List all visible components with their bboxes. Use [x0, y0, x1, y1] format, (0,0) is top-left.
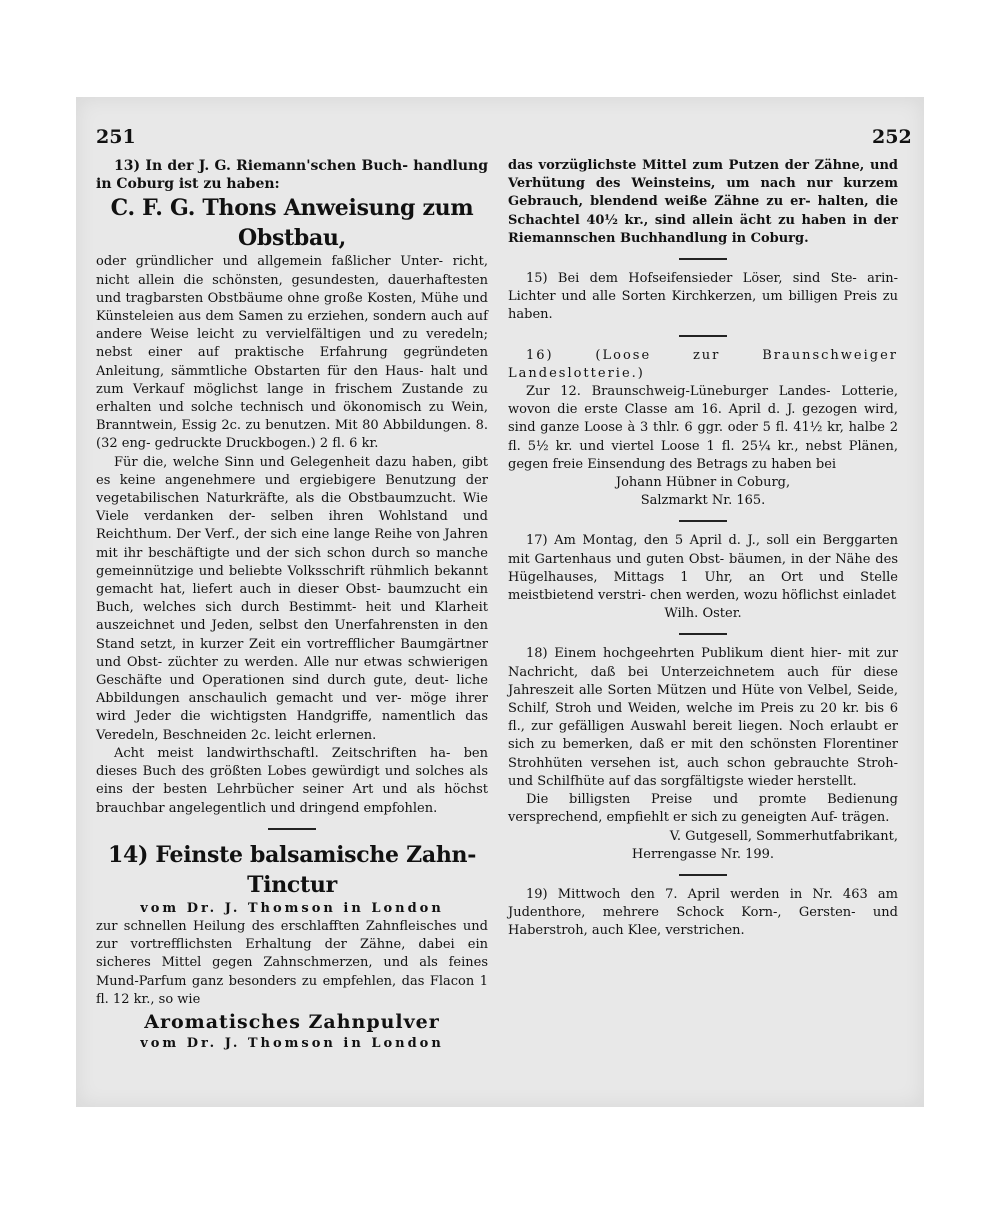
item13-para3: Acht meist landwirthschaftl. Zeitschriften ha- ben dieses Buch des größten Lobes gewürdigt und solches als eins der besten Lehrbücher seiner Art und als höchst brauchbar angelegentlich und dringend empfohlen. — [96, 745, 488, 816]
page-number-right: 252 — [872, 126, 912, 148]
separator-rule — [679, 633, 727, 635]
item13-body: oder gründlicher und allgemein faßlicher Unter- richt, nicht allein die schönsten, gesundesten, dauerhaftesten und tragbarsten Obstbäume ohne große Kosten, Mühe und Künsteleien aus dem Samen zu erziehen, sondern auch auf andere Weise leicht zu vervielfältigen und zu veredeln; nebst einer auf praktische Erfahrung gegründeten Anleitung, sämmtliche Obstarten für den Haus- halt und zum Verkauf möglichst lange in frischem Zustande zu erhalten und solche technisch und ökonomisch zu Wein, Branntwein, Essig 2c. zu benutzen. Mit 80 Abbildungen. 8. (32 eng- gedruckte Druckbogen.) 2 fl. 6 kr. — [96, 254, 488, 452]
item13-intro: 13) In der J. G. Riemann'schen Buch- handlung in Coburg ist zu haben: — [96, 158, 488, 193]
separator-rule — [679, 258, 727, 260]
item14-subtitle2: vom Dr. J. Thomson in London — [140, 1035, 444, 1051]
item14-title2: Aromatisches Zahnpulver — [144, 1010, 440, 1033]
item16-signature-name: Johann Hübner in Coburg, — [615, 475, 791, 491]
item18-signature-name: V. Gutgesell, Sommerhutfabrikant, — [669, 828, 898, 844]
item16-body: Zur 12. Braunschweig-Lüneburger Landes- Lotterie, wovon die erste Classe am 16. April d. J. gezogen wird, sind ganze Loose à 3 thlr. 6 ggr. oder 5 fl. 41½ kr, halbe 2 fl. 5½ kr. und viertel Loose 1 fl. 25¼ kr., nebst Plänen, gegen freie Einsendung des Betrags zu haben bei — [508, 384, 898, 472]
item15-body: 15) Bei dem Hofseifensieder Löser, sind Ste- arin-Lichter und alle Sorten Kirchkerzen, um billigen Preis zu haben. — [508, 271, 898, 323]
item16-title: 16) (Loose zur Braunschweiger Landeslotterie.) — [508, 347, 898, 381]
separator-rule — [679, 874, 727, 876]
item18-signature-address: Herrengasse Nr. 199. — [631, 846, 775, 862]
separator-rule — [679, 335, 727, 337]
separator-rule — [679, 520, 727, 522]
item14-body: zur schnellen Heilung des erschlafften Zahnfleisches und zur vortrefflichsten Erhaltung der Zähne, dabei ein sicheres Mittel gegen Zahnschmerzen, und als feines Mund-Parfum ganz besonders zu empfehlen, das Flacon 1 fl. 12 kr., so wie — [96, 918, 488, 1007]
item16-signature-address: Salzmarkt Nr. 165. — [640, 493, 766, 509]
item13-para2: Für die, welche Sinn und Gelegenheit dazu haben, gibt es keine angenehmere und ergiebigere Benutzung der vegetabilischen Naturkräfte, als die Obstbaumzucht. Wie Viele verdanken der- selben ihren Wohlstand und Reichthum. Der Verf., der sich eine lange Reihe von Jahren mit ihr beschäftigte und der sich schon durch so manche gemeinnützige und beliebte Volksschrift rühmlich bekannt gemacht hat, liefert auch in dieser Obst- baumzucht ein Buch, welches sich durch Bestimmt- heit und Klarheit auszeichnet und Jeden, selbst den Unerfahrensten in den Stand setzt, in kurzer Zeit ein vortrefflicher Baumgärtner und Obst- züchter zu werden. Alle nur etwas schwierigen Geschäfte und Operationen sind durch gute, deut- liche Abbildungen anschaulich gemacht und ver- möge ihrer wird Jeder die wichtigsten Handgriffe, namentlich das Veredeln, Beschneiden 2c. leicht erlernen. — [96, 454, 488, 743]
item14-subtitle: vom Dr. J. Thomson in London — [140, 900, 444, 916]
page-number-left: 251 — [96, 126, 136, 148]
item18-para2: Die billigsten Preise und promte Bedienung versprechend, empfiehlt er sich zu geneigten Auf- trägen. — [508, 792, 898, 826]
item17-signature: Wilh. Oster. — [664, 606, 742, 622]
separator-rule — [268, 828, 316, 830]
item19-body: 19) Mittwoch den 7. April werden in Nr. 463 am Judenthore, mehrere Schock Korn-, Gersten- und Haberstroh, auch Klee, verstrichen. — [508, 886, 898, 939]
item17-body: 17) Am Montag, den 5 April d. J., soll ein Berggarten mit Gartenhaus und guten Obst- bäumen, in der Nähe des Hügelhauses, Mittags 1 Uhr, an Ort und Stelle meistbietend verstri- chen werden, wozu höflichst einladet — [508, 533, 898, 604]
item18-body: 18) Einem hochgeehrten Publikum dient hier- mit zur Nachricht, daß bei Unterzeichnetem auch für diese Jahreszeit alle Sorten Mützen und Hüte von Velbel, Seide, Schilf, Stroh und Weiden, welche im Preis zu 20 kr. bis 6 fl., zur gefälligen Auswahl bereit liegen. Noch erlaubt er sich zu bemerken, daß er mit den schönsten Florentiner Strohhüten versehen ist, auch schon gebrauchte Stroh- und Schilfhüte auf das sorgfältigste wieder herstellt. — [508, 646, 898, 789]
right-column — [508, 157, 898, 941]
item14-title: 14) Feinste balsamische Zahn-Tinctur — [107, 841, 477, 898]
item13-title: C. F. G. Thons Anweisung zum Obstbau, — [110, 195, 474, 252]
left-column — [96, 157, 488, 1053]
item14-continuation: das vorzüglichste Mittel zum Putzen der Zähne, und Verhütung des Weinsteins, um nach nur kurzem Gebrauch, blendend weiße Zähne zu er- halten, die Schachtel 40½ kr., sind allein ächt zu haben in der Riemannschen Buchhandlung in Coburg. — [508, 158, 898, 246]
